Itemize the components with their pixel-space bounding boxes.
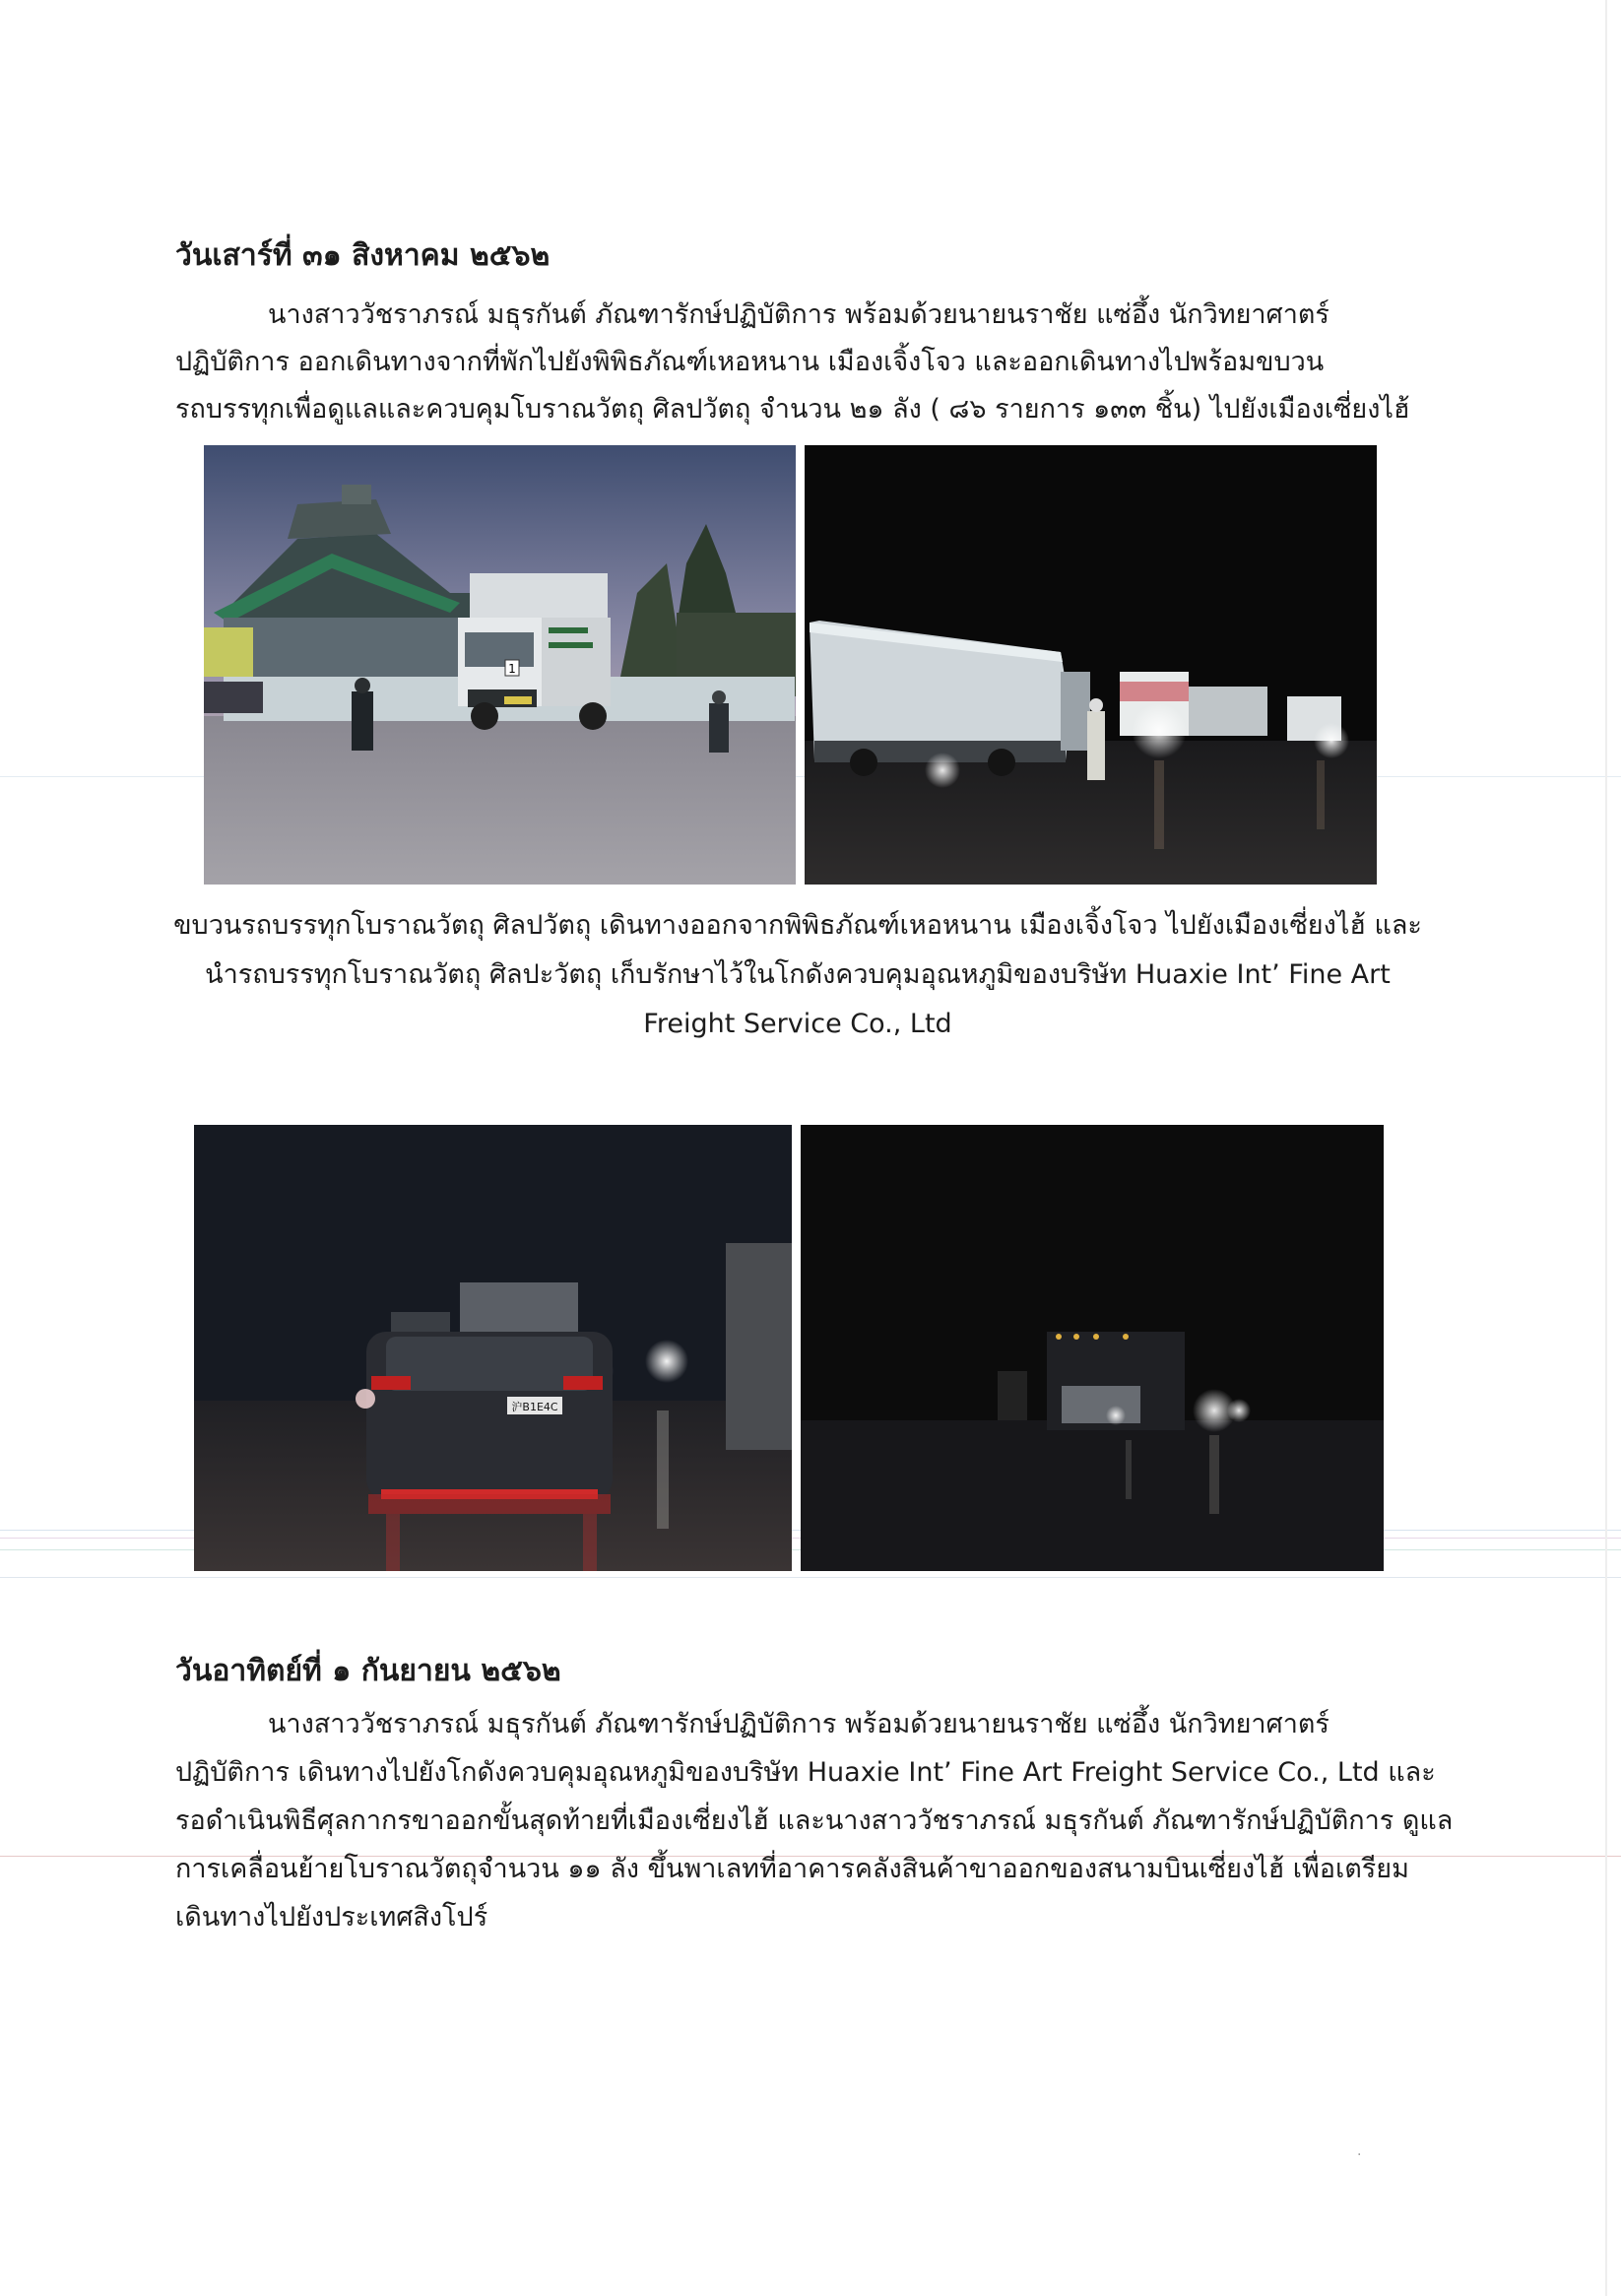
photo-museum-truck xyxy=(204,445,796,885)
car-plate: 沪B1E4C xyxy=(511,1401,558,1413)
section1-heading: วันเสาร์ที่ ๓๑ สิงหาคม ๒๕๖๒ xyxy=(175,238,551,273)
caption-line-3: Freight Service Co., Ltd xyxy=(643,1009,952,1039)
scan-artifact-line xyxy=(0,1577,1621,1578)
section2-line-3: รอดำเนินพิธีศุลกากรขาออกขั้นสุดท้ายที่เมืองเซี่ยงไฮ้ และนางสาววัชราภรณ์ มธุรกันต์ ภัณฑารักษ์ปฏิบัติการ ดูแล xyxy=(175,1805,1454,1836)
caption-line-2: นำรถบรรทุกโบราณวัตถุ ศิลปะวัตถุ เก็บรักษาไว้ในโกดังควบคุมอุณหภูมิของบริษัท Huaxie Int’ Fine Art xyxy=(205,959,1391,990)
page-mark: · xyxy=(1357,2147,1362,2163)
section2-heading: วันอาทิตย์ที่ ๑ กันยายน ๒๕๖๒ xyxy=(175,1654,561,1688)
section2-line-2: ปฏิบัติการ เดินทางไปยังโกดังควบคุมอุณหภูมิของบริษัท Huaxie Int’ Fine Art Freight Service Co., Ltd และ xyxy=(175,1757,1436,1788)
section2-line-4: การเคลื่อนย้ายโบราณวัตถุจำนวน ๑๑ ลัง ขึ้นพาเลทที่อาคารคลังสินค้าขาออกของสนามบินเซี่ยงไฮ้ เพื่อเตรียม xyxy=(175,1854,1409,1884)
section2-line-5: เดินทางไปยังประเทศสิงโปร์ xyxy=(175,1902,488,1933)
section1-line-2: ปฏิบัติการ ออกเดินทางจากที่พักไปยังพิพิธภัณฑ์เหอหนาน เมืองเจิ้งโจว และออกเดินทางไปพร้อมขบวน xyxy=(175,347,1325,377)
section2-line-1: นางสาววัชราภรณ์ มธุรกันต์ ภัณฑารักษ์ปฏิบัติการ พร้อมด้วยนายนราชัย แซ่อึ้ง นักวิทยาศาตร์ xyxy=(268,1709,1329,1739)
photo-car-night xyxy=(194,1125,792,1571)
caption-line-1: ขบวนรถบรรทุกโบราณวัตถุ ศิลปวัตถุ เดินทางออกจากพิพิธภัณฑ์เหอหนาน เมืองเจิ้งโจว ไปยังเมืองเซี่ยงไฮ้ และ xyxy=(173,910,1422,941)
truck-sign-number: 1 xyxy=(508,662,516,676)
section1-line-3: รถบรรทุกเพื่อดูแลและควบคุมโบราณวัตถุ ศิลปวัตถุ จำนวน ๒๑ ลัง ( ๘๖ รายการ ๑๓๓ ชิ้น) ไปยังเมืองเซี่ยงไฮ้ xyxy=(175,394,1410,425)
page-edge xyxy=(1605,0,1607,2296)
photo-trucks-night xyxy=(805,445,1377,885)
photo-convoy-dark xyxy=(801,1125,1384,1571)
section1-line-1: นางสาววัชราภรณ์ มธุรกันต์ ภัณฑารักษ์ปฏิบัติการ พร้อมด้วยนายนราชัย แซ่อึ้ง นักวิทยาศาตร์ xyxy=(268,299,1329,330)
